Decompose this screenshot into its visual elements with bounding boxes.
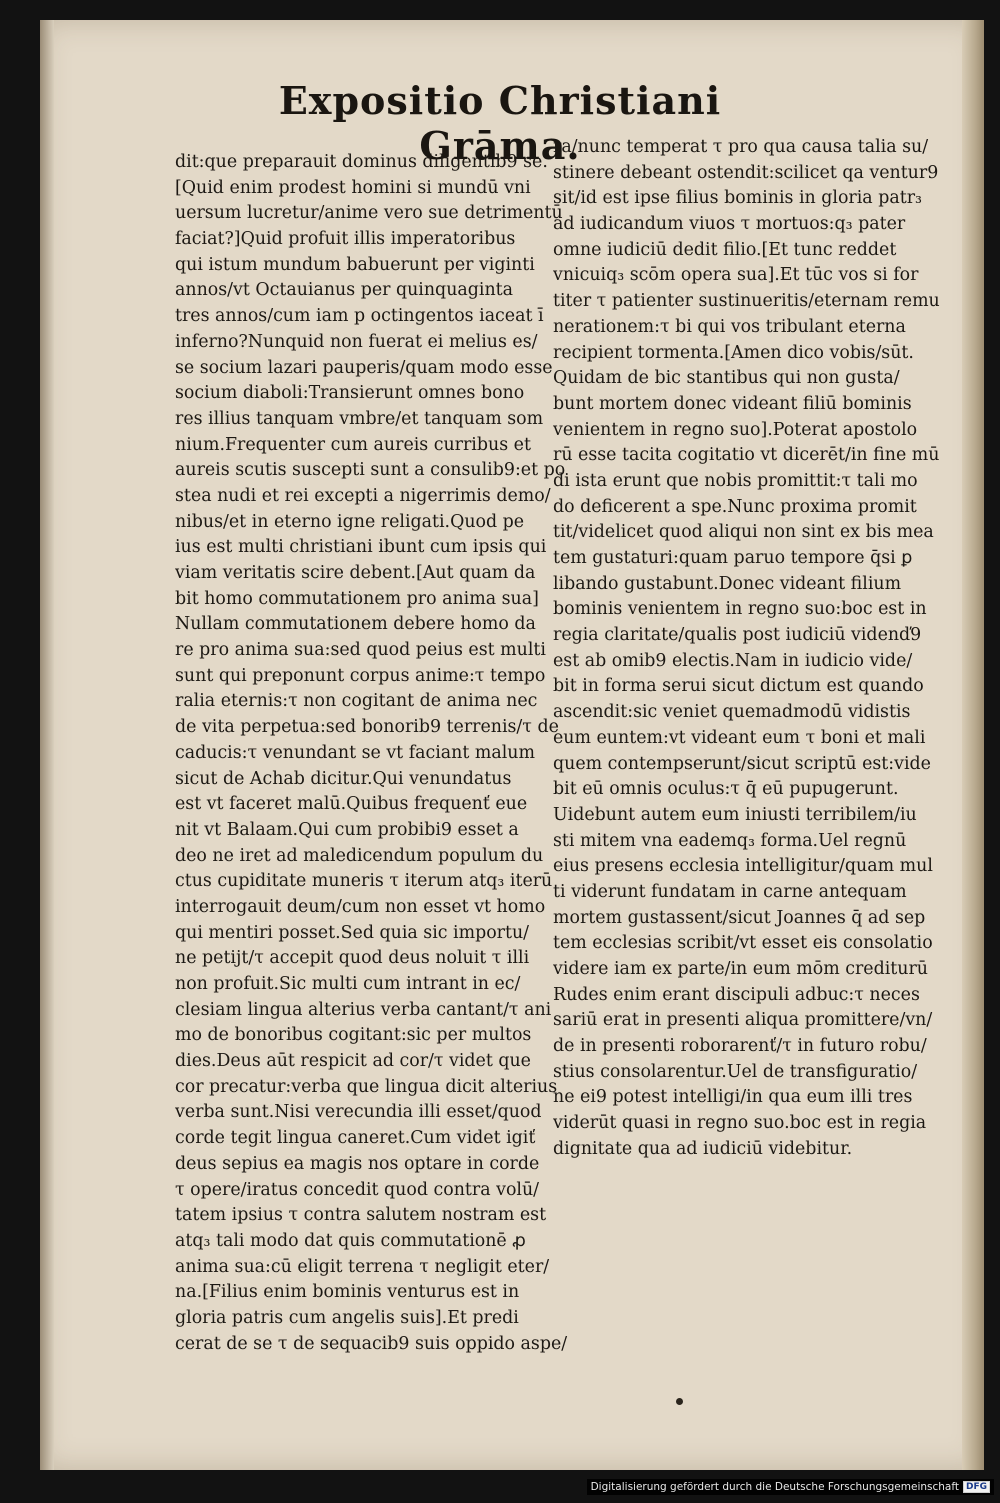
page-gutter <box>40 20 54 1470</box>
text-column-right <box>553 135 958 1163</box>
text-line: anima sua:cū eligit terrena τ negligit eter/ <box>175 1256 550 1277</box>
text-line: cor precatur:verba que lingua dicit alterius <box>175 1076 558 1097</box>
text-line: verba sunt.Nisi verecundia illi esset/quod <box>175 1102 542 1123</box>
text-line: Rudes enim erant discipuli adbuc:τ neces <box>553 984 920 1005</box>
text-line: dit:que preparauit dominus diligentib9 se. <box>175 152 548 172</box>
text-line: de vita perpetua:sed bonorib9 terrenis/τ de <box>175 717 559 738</box>
text-line: vnicuiq₃ scōm opera sua].Et tūc vos si for <box>553 265 919 286</box>
text-line: ti viderunt fundatam in carne antequam <box>553 881 907 902</box>
text-line: recipient tormenta.[Amen dico vobis/sūt. <box>553 342 914 363</box>
text-line: libando gustabunt.Donec videant filium <box>553 573 902 594</box>
text-line: rū esse tacita cogitatio vt dicerēt/in fine mū <box>553 445 940 466</box>
text-line: gloria patris cum angelis suis].Et predi <box>175 1307 519 1328</box>
text-column-left <box>175 150 570 1357</box>
text-line: tatem ipsius τ contra salutem nostram est <box>175 1205 547 1226</box>
text-line: di ista erunt que nobis promittit:τ tali mo <box>553 470 918 491</box>
text-line: nibus/et in eterno igne religati.Quod pe <box>175 511 525 532</box>
text-line: stius consolarentur.Uel de transfiguratio/ <box>553 1061 918 1082</box>
text-line: regia claritate/qualis post iudiciū videnď9 <box>553 625 922 646</box>
text-line: sti mitem vna eademq₃ forma.Uel regnū <box>553 830 907 851</box>
text-line: ius est multi christiani ibunt cum ipsis qui <box>175 537 547 558</box>
text-line: bit eū omnis oculus:τ q̄ eū pupugerunt. <box>553 779 899 800</box>
text-line: atq₃ tali modo dat quis commutationē ꝓ <box>175 1230 526 1251</box>
running-header: Expositio Christiani Grāma. <box>278 78 722 168</box>
text-line: interrogauit deum/cum non esset vt homo <box>175 896 546 917</box>
text-line: bominis venientem in regno suo:boc est in <box>553 599 927 620</box>
text-line: tit/videlicet quod aliqui non sint ex bis mea <box>553 522 934 543</box>
text-line: corde tegit lingua caneret.Cum videt igiť <box>175 1128 536 1149</box>
text-line: sariū erat in presenti aliqua promittere/vn/ <box>553 1010 933 1031</box>
text-line: eius presens ecclesia intelligitur/quam mul <box>553 856 933 877</box>
text-line: qui mentiri posset.Sed quia sic importu/ <box>175 922 530 943</box>
text-line: nerationem:τ bi qui vos tribulant eterna <box>553 316 906 337</box>
text-line: res illius tanquam vmbre/et tanquam som <box>175 408 544 429</box>
text-line: mo de bonoribus cogitant:sic per multos <box>175 1025 532 1046</box>
ink-dot <box>676 1398 683 1405</box>
text-line: ne petijt/τ accepit quod deus noluit τ illi <box>175 948 530 969</box>
text-line: uersum lucretur/anime vero sue detrimentū <box>175 203 563 224</box>
text-line: titer τ patienter sustinueritis/eternam remu <box>553 291 940 312</box>
text-line: dignitate qua ad iudiciū videbitur. <box>553 1138 853 1159</box>
text-line: sunt qui preponunt corpus anime:τ tempo <box>175 665 546 686</box>
text-line: mortem gustassent/sicut Joannes q̄ ad sep <box>553 907 926 928</box>
text-line: tres annos/cum iam p octingentos iaceat ī <box>175 306 544 327</box>
text-line: stea nudi et rei excepti a nigerrimis demo/ <box>175 485 551 506</box>
text-line: qui istum mundum babuerunt per viginti <box>175 254 535 275</box>
page-edge <box>962 20 984 1470</box>
credit-text: Digitalisierung gefördert durch die Deutsche Forschungsgemeinschaft <box>590 1481 959 1493</box>
text-line: ralia eternis:τ non cogitant de anima nec <box>175 691 538 712</box>
text-line: τ opere/iratus concedit quod contra volū/ <box>175 1179 540 1200</box>
digitization-credit <box>587 1479 994 1495</box>
text-line: re pro anima sua:sed quod peius est multi <box>175 640 546 661</box>
text-line: inferno?Nunquid non fuerat ei melius es/ <box>175 331 538 352</box>
text-line: omne iudiciū dedit filio.[Et tunc reddet <box>553 239 897 260</box>
text-line: viam veritatis scire debent.[Aut quam da <box>175 563 536 583</box>
text-line: viderūt quasi in regno suo.boc est in regia <box>553 1113 927 1134</box>
text-line: deus sepius ea magis nos optare in corde <box>175 1153 540 1174</box>
text-line: [Quid enim prodest homini si mundū vni <box>175 177 531 198</box>
text-line: bit in forma serui sicut dictum est quando <box>553 676 924 697</box>
text-line: de in presenti roborarenť/τ in futuro robu/ <box>553 1036 927 1057</box>
text-line: faciat?]Quid profuit illis imperatoribus <box>175 229 516 250</box>
text-line: dies.Deus aūt respicit ad cor/τ videt que <box>175 1051 531 1072</box>
text-line: Quidam de bic stantibus qui non gusta/ <box>553 368 900 389</box>
text-line: cerat de se τ de sequacib9 suis oppido aspe/ <box>175 1333 568 1354</box>
text-line: ne ei9 potest intelligi/in qua eum illi tres <box>553 1087 913 1108</box>
dfg-logo: DFG <box>963 1481 990 1493</box>
text-line: bunt mortem donec videant filiū bominis <box>553 393 912 414</box>
text-line: caducis:τ venundant se vt faciant malum <box>175 742 535 763</box>
text-line: stinere debeant ostendit:scilicet qa ventur9 <box>553 162 939 183</box>
text-line: na.[Filius enim bominis venturus est in <box>175 1282 520 1303</box>
text-line: venientem in regno suo].Poterat apostolo <box>553 419 918 440</box>
text-line: non profuit.Sic multi cum intrant in ec/ <box>175 974 521 994</box>
text-line: se socium lazari pauperis/quam modo esse <box>175 357 553 378</box>
text-line: aureis scutis suscepti sunt a consulib9:et po <box>175 460 566 481</box>
text-line: bit homo commutationem pro anima sua] <box>175 588 539 609</box>
text-line: quem contempserunt/sicut scriptū est:vide <box>553 753 931 774</box>
text-line: socium diaboli:Transierunt omnes bono <box>175 383 525 404</box>
text-line: Uidebunt autem eum iniusti terribilem/iu <box>553 804 917 825</box>
text-line: eum euntem:vt videant eum τ boni et mali <box>553 727 926 748</box>
text-line: ascendit:sic veniet quemadmodū vidistis <box>553 702 911 723</box>
text-line: ra/nunc temperat τ pro qua causa talia su/ <box>553 137 929 157</box>
text-line: ad iudicandum viuos τ mortuos:q₃ pater <box>553 214 906 235</box>
text-line: est ab omib9 electis.Nam in iudicio vide/ <box>553 650 913 671</box>
text-line: nium.Frequenter cum aureis curribus et <box>175 434 531 455</box>
text-line: nit vt Balaam.Qui cum probibi9 esset a <box>175 819 519 840</box>
text-line: sicut de Achab dicitur.Qui venundatus <box>175 768 512 789</box>
text-line: clesiam lingua alterius verba cantant/τ ani <box>175 999 552 1020</box>
text-line: do deficerent a spe.Nunc proxima promit <box>553 496 917 517</box>
text-line: Nullam commutationem debere homo da <box>175 614 536 635</box>
text-line: annos/vt Octauianus per quinquaginta <box>175 280 514 301</box>
text-line: sit/id est ipse filius bominis in gloria patr₃ <box>553 188 922 209</box>
text-line: videre iam ex parte/in eum mōm crediturū <box>553 959 928 979</box>
text-line: tem ecclesias scribit/vt esset eis consolatio <box>553 933 933 954</box>
text-line: tem gustaturi:quam paruo tempore q̄si ꝑ <box>553 548 913 568</box>
text-line: deo ne iret ad maledicendum populum du <box>175 845 544 866</box>
text-line: est vt faceret malū.Quibus frequenť eue <box>175 794 528 815</box>
text-line: ctus cupiditate muneris τ iterum atq₃ iterū <box>175 871 553 892</box>
